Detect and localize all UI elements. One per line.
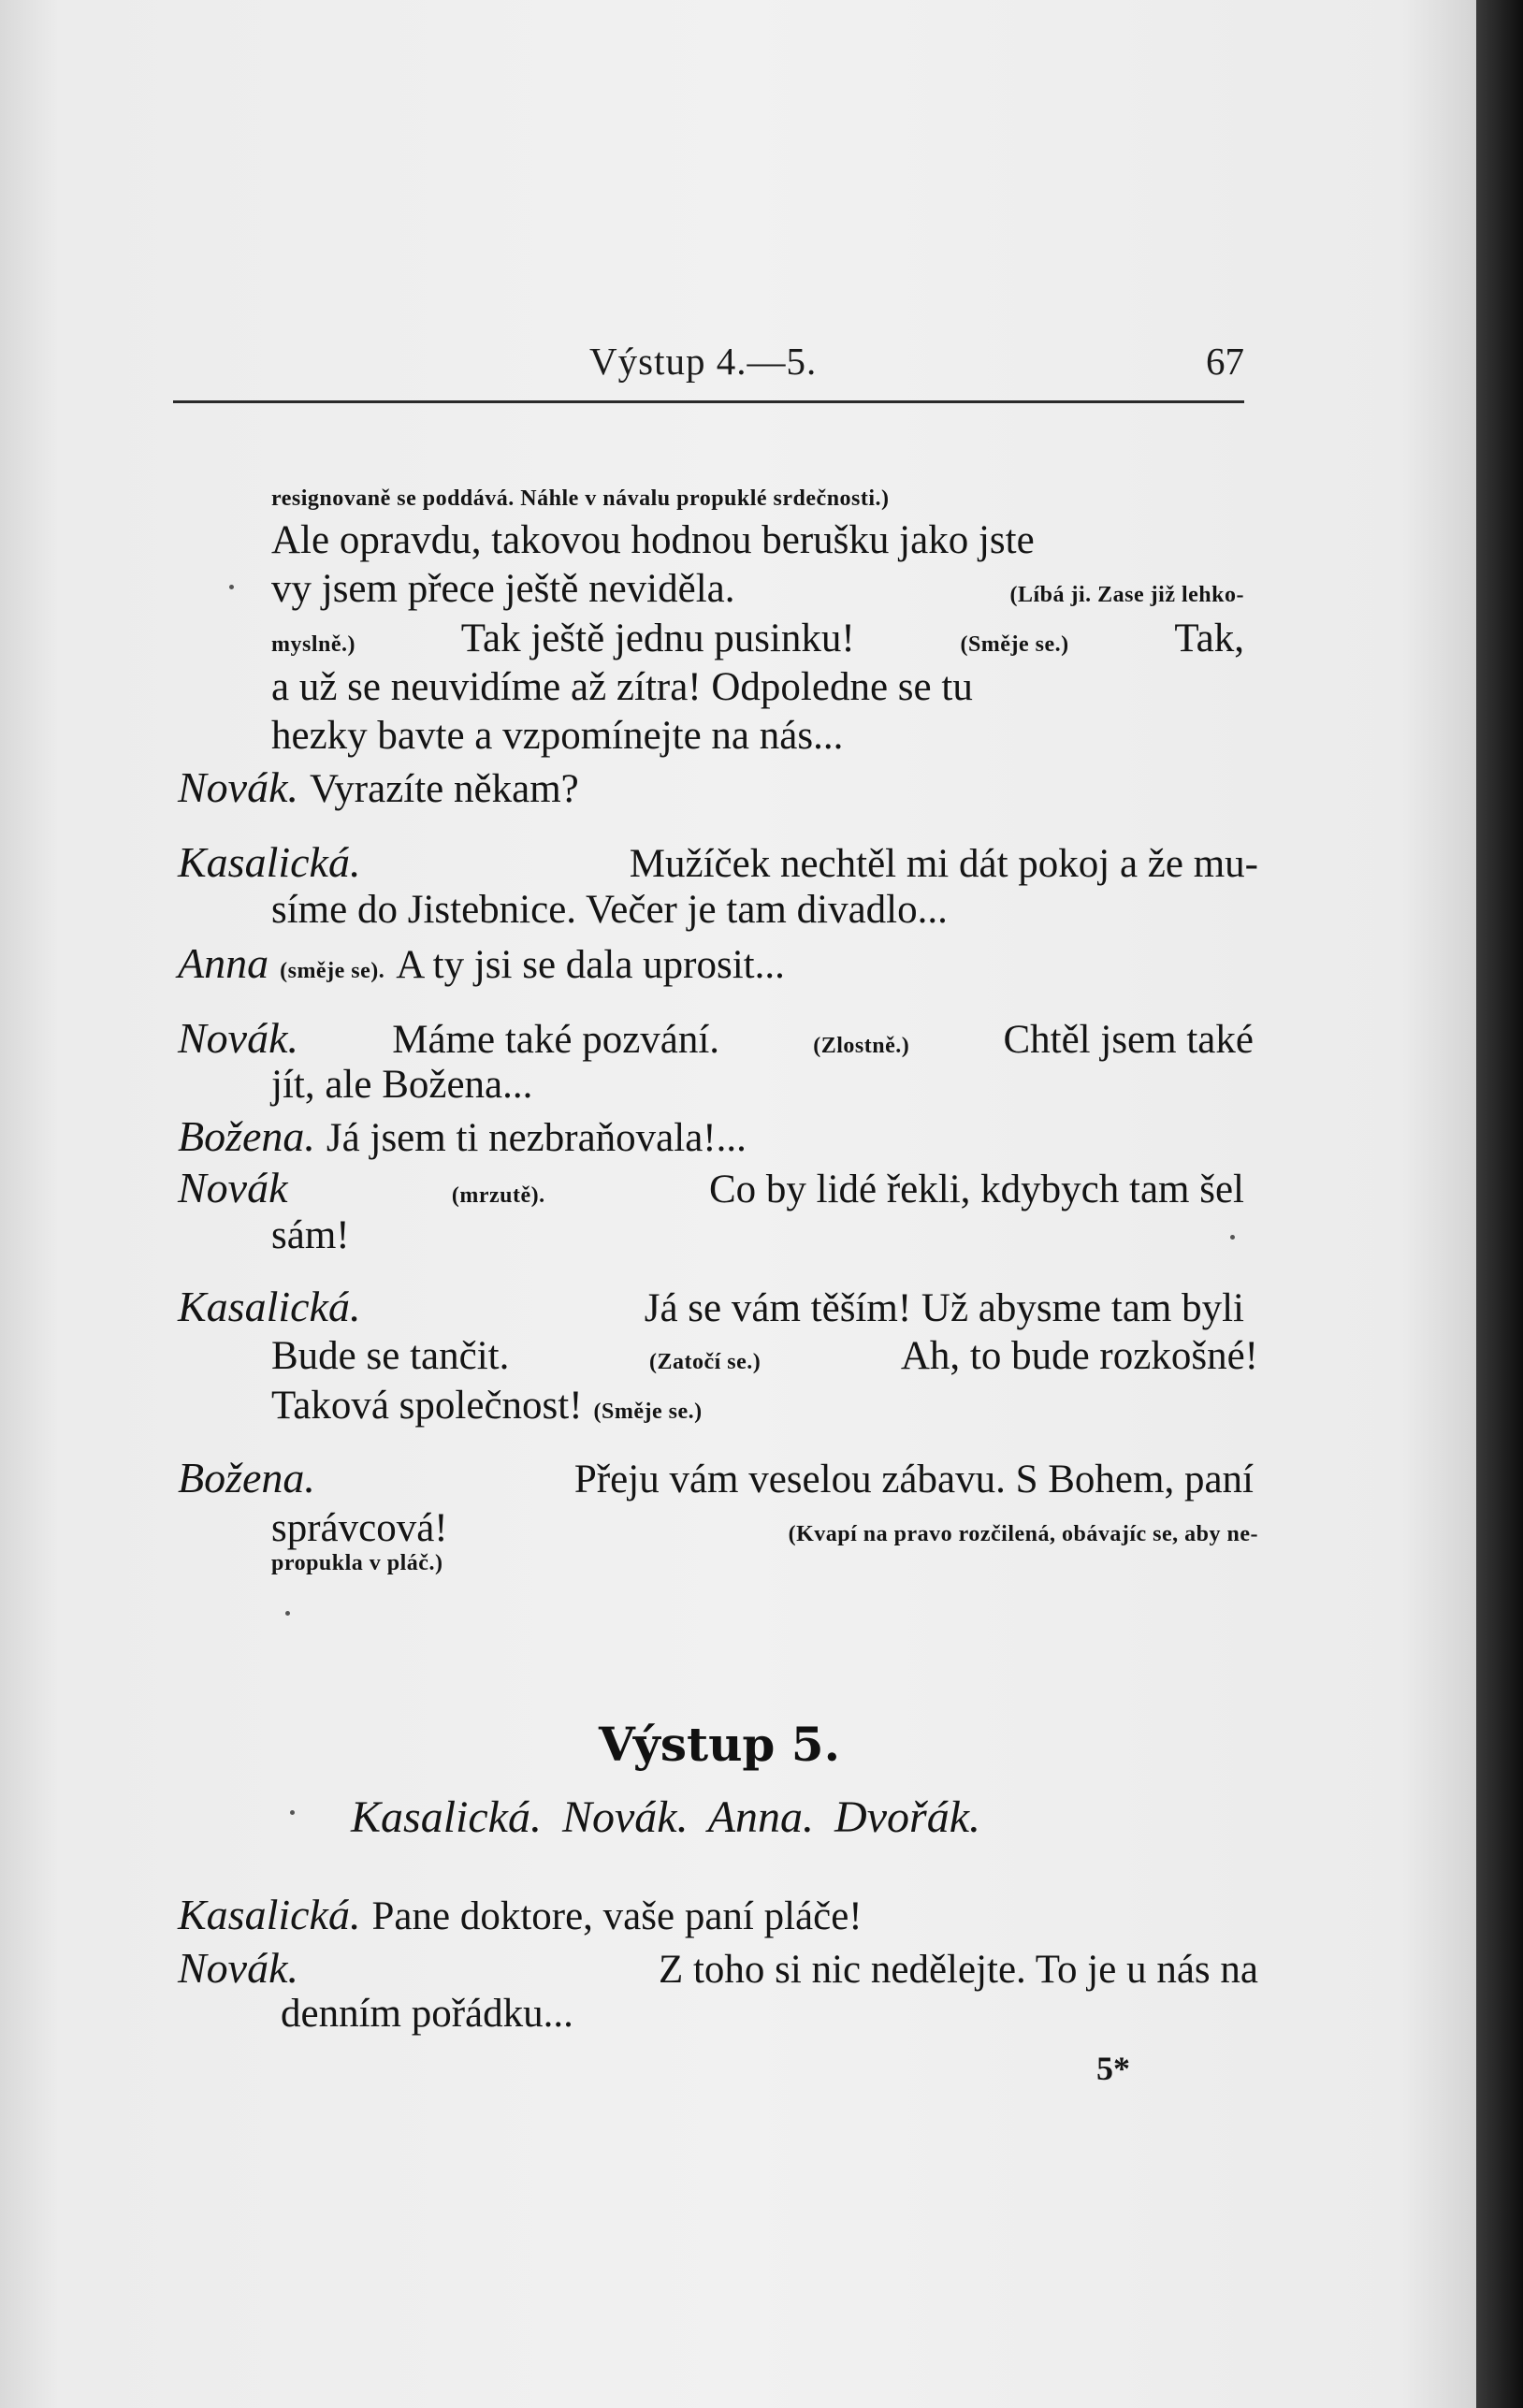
- stage-direction: (mrzutě).: [451, 1183, 545, 1208]
- dialogue-line: [178, 1111, 758, 1161]
- dialogue-text: Ah, to bude rozkošné!: [900, 1334, 1258, 1378]
- speaker-name: Novák: [178, 1164, 288, 1211]
- speaker-name: Novák.: [178, 1944, 299, 1992]
- text-line: [271, 486, 1244, 512]
- text-line: [271, 616, 1244, 661]
- speaker-name: Kasalická.: [178, 1891, 361, 1938]
- stage-direction: propukla v pláč.): [271, 1551, 443, 1575]
- speaker-name: Novák.: [178, 763, 299, 811]
- cast-list: Kasalická. Novák. Anna. Dvořák.: [351, 1792, 981, 1842]
- dialogue-line: [178, 1890, 874, 1939]
- dialogue-text: vy jsem přece ještě neviděla.: [271, 567, 735, 611]
- dialogue-text: A ty jsi se dala uprosit...: [396, 943, 785, 987]
- text-line: [271, 1551, 454, 1576]
- scene-heading: Výstup 5.: [599, 1717, 840, 1772]
- dialogue-line: [178, 1013, 1254, 1063]
- dialogue-line: [178, 1453, 1254, 1502]
- stage-direction: (Zatočí se.): [648, 1350, 762, 1374]
- dialogue-line: [178, 938, 796, 988]
- dialogue-text: Ale opravdu, takovou hodnou berušku jako jste: [271, 518, 1035, 562]
- text-line: [271, 664, 1244, 710]
- signature-mark: 5*: [1096, 2050, 1130, 2087]
- stage-direction: (Líbá ji. Zase již lehko-: [1009, 583, 1244, 607]
- dialogue-line: [178, 1282, 1244, 1331]
- dialogue-line: [178, 1163, 1244, 1212]
- page-number: 67: [1206, 340, 1244, 383]
- dialogue-text: Vyrazíte někam?: [310, 767, 579, 811]
- dialogue-line: [178, 762, 590, 812]
- ink-speck: [285, 1611, 290, 1616]
- speaker-name: Kasalická.: [178, 838, 361, 886]
- dialogue-text: Přeju vám veselou zábavu. S Bohem, paní: [573, 1458, 1254, 1501]
- dialogue-text: denním pořádku...: [281, 1992, 573, 2036]
- text-line: [271, 517, 1207, 563]
- dialogue-text: Já se vám těším! Už abysme tam byli: [644, 1286, 1244, 1330]
- stage-direction: (Kvapí na pravo rozčilená, obávajíc se, aby ne-: [788, 1522, 1258, 1546]
- dialogue-text: hezky bavte a vzpomínejte na nás...: [271, 714, 844, 758]
- text-line: [271, 1383, 714, 1429]
- speaker-name: Kasalická.: [178, 1283, 361, 1330]
- text-line: [271, 1062, 544, 1108]
- header-title: Výstup 4.—5.: [589, 340, 818, 383]
- ink-speck: [229, 585, 234, 589]
- ink-speck: [1230, 1235, 1235, 1240]
- stage-direction: myslně.): [271, 632, 355, 657]
- dialogue-text: Bude se tančit.: [271, 1334, 510, 1378]
- dialogue-line: [178, 1943, 1258, 1993]
- running-header: [173, 339, 1244, 395]
- text-line: [271, 887, 948, 933]
- dialogue-text: Pane doktore, vaše paní pláče!: [371, 1894, 863, 1938]
- dialogue-text: Co by lidé řekli, kdybych tam šel: [708, 1168, 1244, 1211]
- dialogue-text: Z toho si nic nedělejte. To je u nás na: [658, 1948, 1258, 1992]
- dialogue-line: [178, 837, 1258, 887]
- speaker-name: Anna: [178, 939, 269, 987]
- dialogue-text: a už se neuvidíme až zítra! Odpoledne se tu: [271, 665, 973, 709]
- text-line: [271, 713, 854, 759]
- dialogue-text: Taková společnost!: [271, 1384, 583, 1428]
- dialogue-text: sám!: [271, 1213, 350, 1257]
- dialogue-text: jít, ale Božena...: [271, 1063, 533, 1107]
- text-line: [281, 1991, 585, 2037]
- dialogue-text: síme do Jistebnice. Večer je tam divadlo...: [271, 888, 948, 932]
- dialogue-text: Já jsem ti nezbraňovala!...: [326, 1116, 747, 1160]
- dialogue-text: Tak ještě jednu pusinku!: [460, 617, 855, 660]
- text-line: [271, 566, 1244, 612]
- text-line: [271, 1212, 361, 1258]
- stage-direction: resignovaně se poddává. Náhle v návalu propuklé srdečnosti.): [271, 486, 890, 511]
- ink-speck: [290, 1810, 295, 1815]
- text-line: [271, 1505, 1258, 1551]
- text-line: [271, 1333, 1258, 1379]
- header-rule: [173, 400, 1244, 403]
- page-edge-shadow: [1476, 0, 1523, 2408]
- dialogue-text: Máme také pozvání.: [392, 1018, 720, 1062]
- dialogue-text: Mužíček nechtěl mi dát pokoj a že mu-: [629, 842, 1258, 886]
- dialogue-text: Tak,: [1174, 617, 1244, 660]
- speaker-name: Božena.: [178, 1454, 315, 1501]
- stage-direction: (Zlostně.): [813, 1034, 910, 1058]
- speaker-name: Božena.: [178, 1112, 315, 1160]
- speaker-name: Novák.: [178, 1014, 299, 1062]
- stage-direction: (Směje se.): [960, 632, 1069, 657]
- dialogue-text: Chtěl jsem také: [1003, 1018, 1254, 1062]
- stage-direction: (směje se).: [280, 959, 385, 983]
- dialogue-text: správcová!: [271, 1506, 448, 1550]
- stage-direction: (Směje se.): [593, 1400, 703, 1424]
